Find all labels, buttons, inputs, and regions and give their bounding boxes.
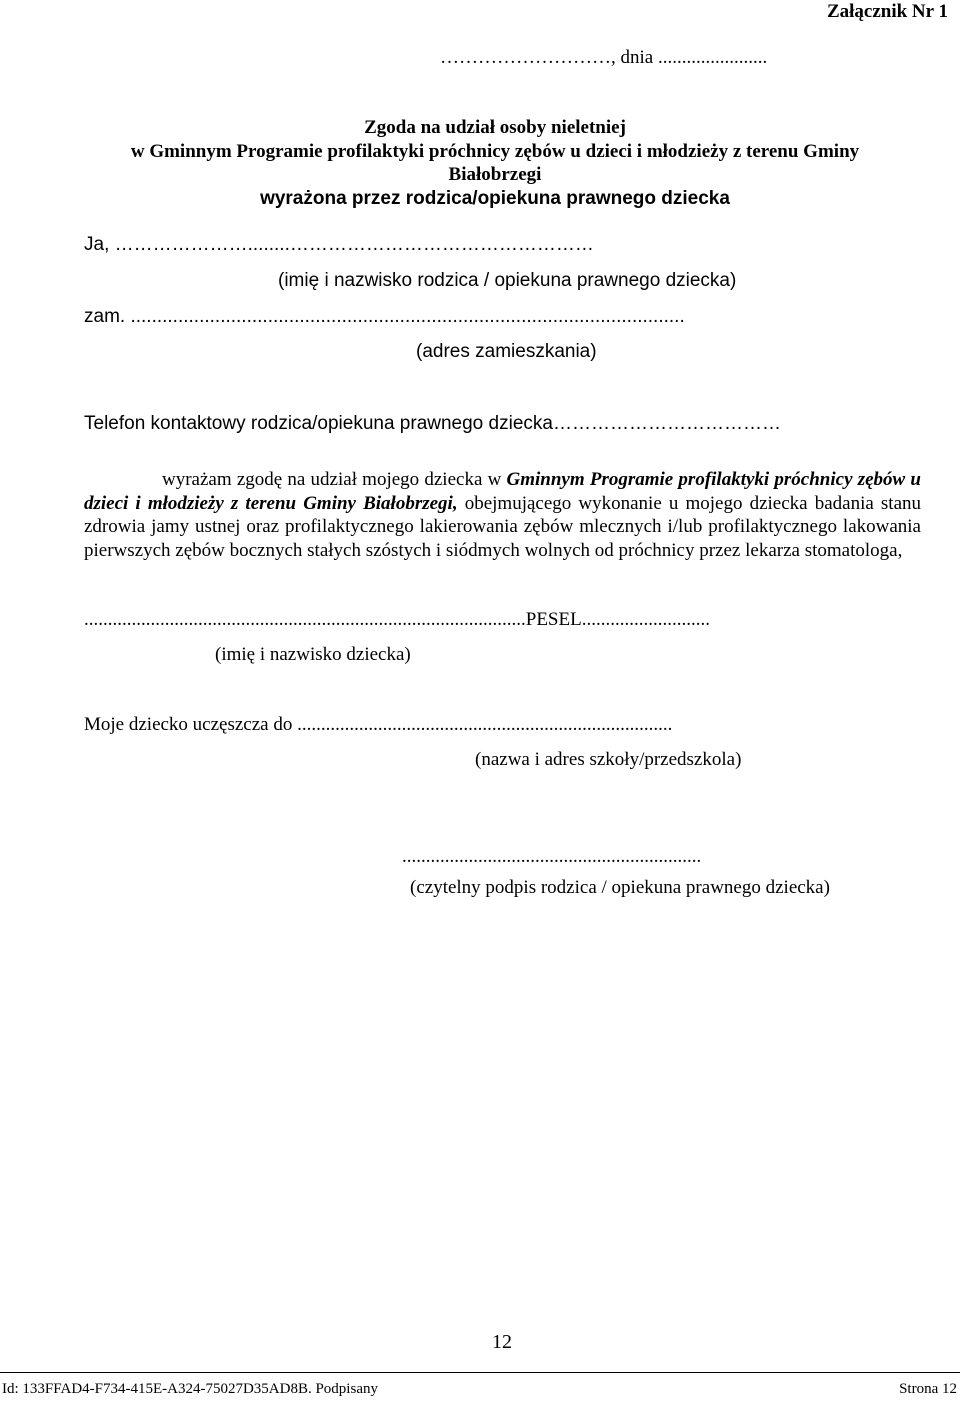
document-title (0, 116, 960, 210)
school-field: Moje dziecko uczęszcza do ............................................................................... (84, 714, 673, 735)
date-field: ………………………, dnia ....................... (440, 47, 768, 68)
parent-name-field: Ja, …………………........………………………………………… (84, 234, 594, 255)
address-caption: (adres zamieszkania) (416, 341, 597, 362)
consent-intro: wyrażam zgodę na udział mojego dziecka w (162, 469, 507, 490)
page-number: 12 (492, 1331, 512, 1353)
address-field: zam. ......................................................................................................... (84, 306, 685, 327)
footer-divider (0, 1372, 960, 1373)
signature-caption: (czytelny podpis rodzica / opiekuna prawnego dziecka) (410, 877, 830, 898)
title-line-4: wyrażona przez rodzica/opiekuna prawnego dziecka (260, 187, 730, 209)
title-line-2: w Gminnym Programie profilaktyki próchnicy zębów u dzieci i młodzieży z terenu Gminy (130, 140, 860, 162)
annex-label: Załącznik Nr 1 (826, 1, 948, 22)
child-name-pesel-field: .............................................................................................PESEL........................... (84, 609, 710, 630)
title-line-3: Białobrzegi (448, 164, 542, 185)
phone-field: Telefon kontaktowy rodzica/opiekuna prawnego dziecka……………………………… (84, 413, 781, 434)
footer-document-id: Id: 133FFAD4-F734-415E-A324-75027D35AD8B. Podpisany (2, 1381, 378, 1397)
parent-name-caption: (imię i nazwisko rodzica / opiekuna prawnego dziecka) (278, 270, 737, 291)
consent-rest: obejmującego wykonanie u mojego dziecka badania stanu zdrowia jamy ustnej oraz profilaktycznego lakierowania zębów mlecznych i/lub profilaktycznego lakowania pierwszych zębów bocznych stałych szóstych i siódmych wolnych od próchnicy przez lekarza stomatologa, (84, 492, 921, 561)
footer-page-label: Strona 12 (899, 1381, 957, 1397)
consent-paragraph (84, 468, 921, 562)
child-name-caption: (imię i nazwisko dziecka) (215, 644, 411, 665)
school-caption: (nazwa i adres szkoły/przedszkola) (475, 749, 742, 770)
program-name: Gminnym Programie profilaktyki próchnicy zębów u dzieci i młodzieży z terenu Gminy Białobrzegi, (84, 469, 921, 514)
signature-field: ............................................................... (402, 846, 702, 867)
title-line-1: Zgoda na udział osoby nieletniej (364, 117, 626, 138)
